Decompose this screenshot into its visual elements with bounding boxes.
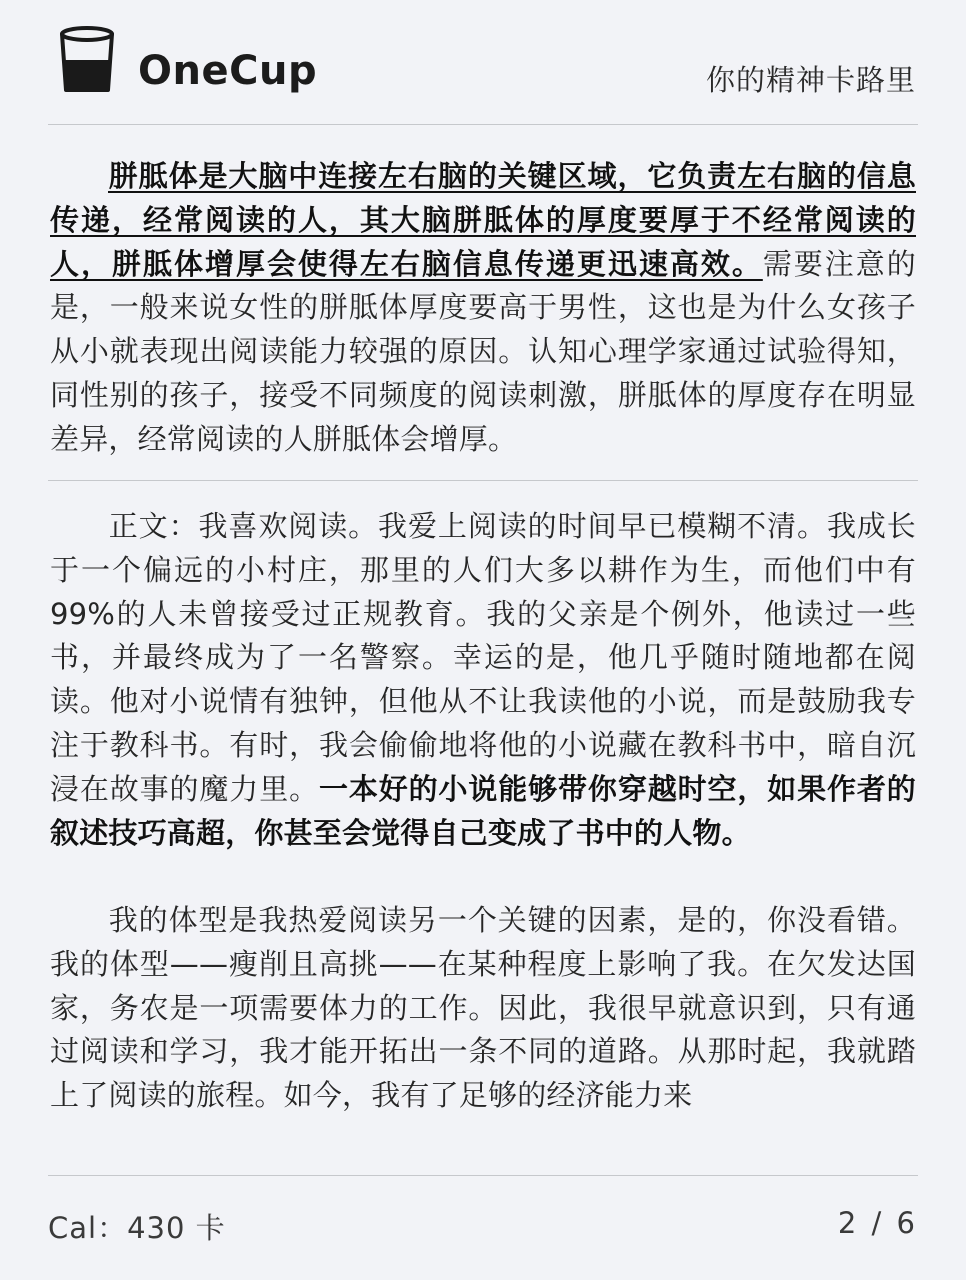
body-text-1: 正文：我喜欢阅读。我爱上阅读的时间早已模糊不清。我成长于一个偏远的小村庄，那里的人们大多以耕作为生，而他们中有99%的人未曾接受过正规教育。我的父亲是个例外，他读过一些书，并最终成为了一名警察。幸运的是，他几乎随时随地都在阅读。他对小说情有独钟，但他从不让我读他的小说，而是鼓励我专注于教科书。有时，我会偷偷地将他的小说藏在教科书中，暗自沉浸在故事的魔力里。 — [50, 509, 916, 806]
calorie-label: Cal：430 卡 — [48, 1211, 226, 1245]
page-indicator: 2 / 6 — [837, 1206, 918, 1240]
middle-divider — [48, 480, 918, 481]
cup-icon — [58, 22, 116, 94]
body-paragraph-1 — [50, 505, 916, 855]
intro-rest-text: 需要注意的是，一般来说女性的胼胝体厚度要高于男性，这也是为什么女孩子从小就表现出阅读能力较强的原因。认知心理学家通过试验得知，同性别的孩子，接受不同频度的阅读刺激，胼胝体的厚度存在明显差异，经常阅读的人胼胝体会增厚。 — [50, 246, 916, 456]
top-divider — [48, 124, 918, 125]
body-text-2: 我的体型是我热爱阅读另一个关键的因素，是的，你没看错。我的体型——瘦削且高挑——在某种程度上影响了我。在欠发达国家，务农是一项需要体力的工作。因此，我很早就意识到，只有通过阅读和学习，我才能开拓出一条不同的道路。从那时起，我就踏上了阅读的旅程。如今，我有了足够的经济能力来 — [50, 903, 916, 1113]
header — [48, 18, 918, 108]
brand-name: OneCup — [138, 48, 318, 94]
intro-paragraph — [50, 155, 916, 462]
bottom-divider — [48, 1175, 918, 1176]
body-paragraph-2 — [50, 899, 916, 1118]
tagline: 你的精神卡路里 — [705, 63, 916, 97]
highlighted-text: 胼胝体是大脑中连接左右脑的关键区域，它负责左右脑的信息传递，经常阅读的人，其大脑胼胝体的厚度要厚于不经常阅读的人，胼胝体增厚会使得左右脑信息传递更迅速高效。 — [50, 159, 916, 281]
bold-quote: 一本好的小说能够带你穿越时空，如果作者的叙述技巧高超，你甚至会觉得自己变成了书中的人物。 — [50, 771, 916, 850]
